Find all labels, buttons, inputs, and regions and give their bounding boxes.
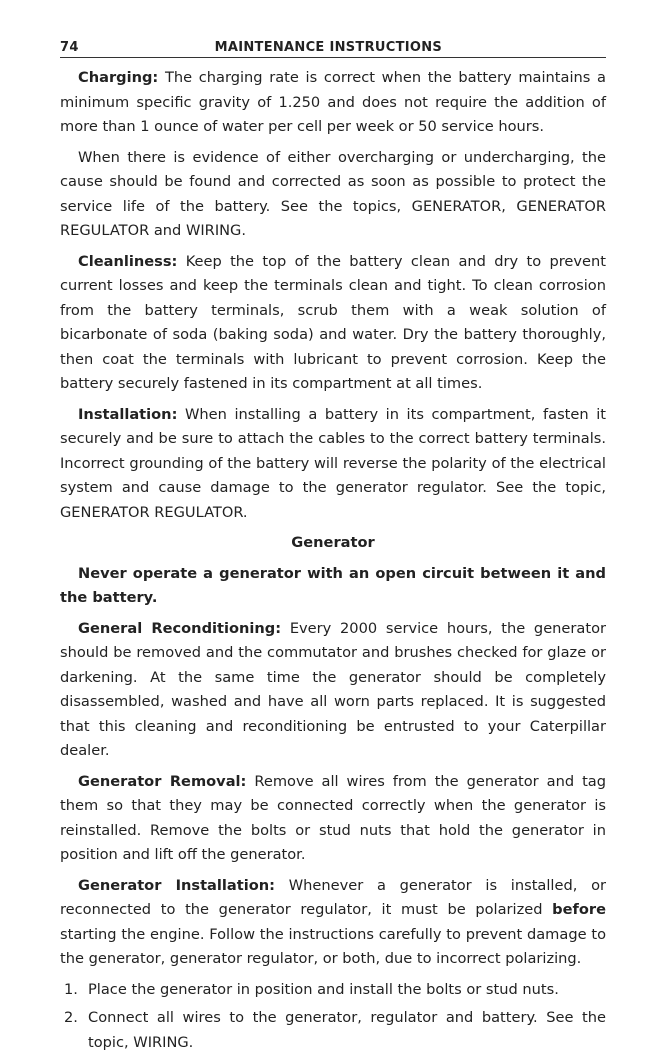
lead-reconditioning: General Reconditioning: (78, 619, 282, 637)
paragraph-overcharging (60, 146, 606, 244)
lead-cleanliness: Cleanliness: (78, 252, 178, 270)
lead-installation: Installation: (78, 405, 178, 423)
emphasis-before: before (552, 901, 606, 918)
page-header (60, 40, 606, 58)
section-heading-generator: Generator (291, 534, 375, 551)
lead-gen-installation: Generator Installation: (78, 876, 275, 894)
paragraph-gen-installation (60, 874, 606, 972)
text-gen-installation-before: Whenever a generator is installed, or reconnected to the generator regulator, it must be polarized (60, 876, 606, 918)
warning-open-circuit: Never operate a generator with an open circuit between it and the battery. (60, 564, 606, 606)
running-title: MAINTENANCE INSTRUCTIONS (214, 40, 443, 55)
step-number: 1. (64, 980, 78, 998)
paragraph-installation (60, 403, 606, 526)
step-text: Place the generator in position and install the bolts or stud nuts. (88, 980, 559, 998)
paragraph-cleanliness (60, 250, 606, 397)
text-cleanliness: Keep the top of the battery clean and dry to prevent current losses and keep the terminals clean and tight. To clean corrosion from the battery terminals, scrub them with a weak solution of bicarbonate of soda (baking soda) and water. Dry the battery thoroughly, then coat the terminals with lubricant to prevent corrosion. Keep the battery securely fastened in its compartment at all times. (60, 252, 606, 392)
installation-steps (60, 978, 606, 1056)
page-number: 74 (60, 40, 79, 55)
lead-charging: Charging: (78, 69, 159, 86)
text-installation: When installing a battery in its compartment, fasten it securely and be sure to attach the cables to the correct battery terminals. Incorrect grounding of the battery will reverse the polarity of the electrical system and cause damage to the generator regulator. See the topic, GENERATOR REGULATOR. (60, 405, 606, 521)
text-charging: The charging rate is correct when the battery maintains a minimum specific gravity of 1.250 and does not require the addition of more than 1 ounce of water per cell per week or 50 service hours. (60, 69, 606, 135)
lead-removal: Generator Removal: (78, 772, 247, 790)
text-gen-installation-after: starting the engine. Follow the instructions carefully to prevent damage to the generator, generator regulator, or both, due to incorrect polarizing. (60, 925, 606, 967)
text-removal: Remove all wires from the generator and tag them so that they may be connected correctly when the generator is reinstalled. Remove the bolts or stud nuts that hold the generator in position and lift off the generator. (60, 772, 606, 863)
manual-page (60, 40, 606, 1059)
step-number: 2. (64, 1009, 78, 1026)
step-text: Connect all wires to the generator, regulator and battery. See the topic, WIRING. (88, 1009, 606, 1051)
paragraph-reconditioning (60, 617, 606, 764)
text-overcharging: When there is evidence of either overcharging or undercharging, the cause should be found and corrected as soon as possible to protect the service life of the battery. See the topics, GENERATOR, GENERATOR REGULATOR and WIRING. (60, 148, 606, 239)
list-item (60, 978, 606, 1003)
text-reconditioning: Every 2000 service hours, the generator should be removed and the commutator and brushes checked for glaze or darkening. At the same time the generator should be completely disassembled, washed and have all worn parts replaced. It is suggested that this cleaning and reconditioning be entrusted to your Caterpillar dealer. (60, 619, 606, 759)
list-item (60, 1006, 606, 1055)
paragraph-removal (60, 770, 606, 868)
paragraph-charging (60, 66, 606, 140)
